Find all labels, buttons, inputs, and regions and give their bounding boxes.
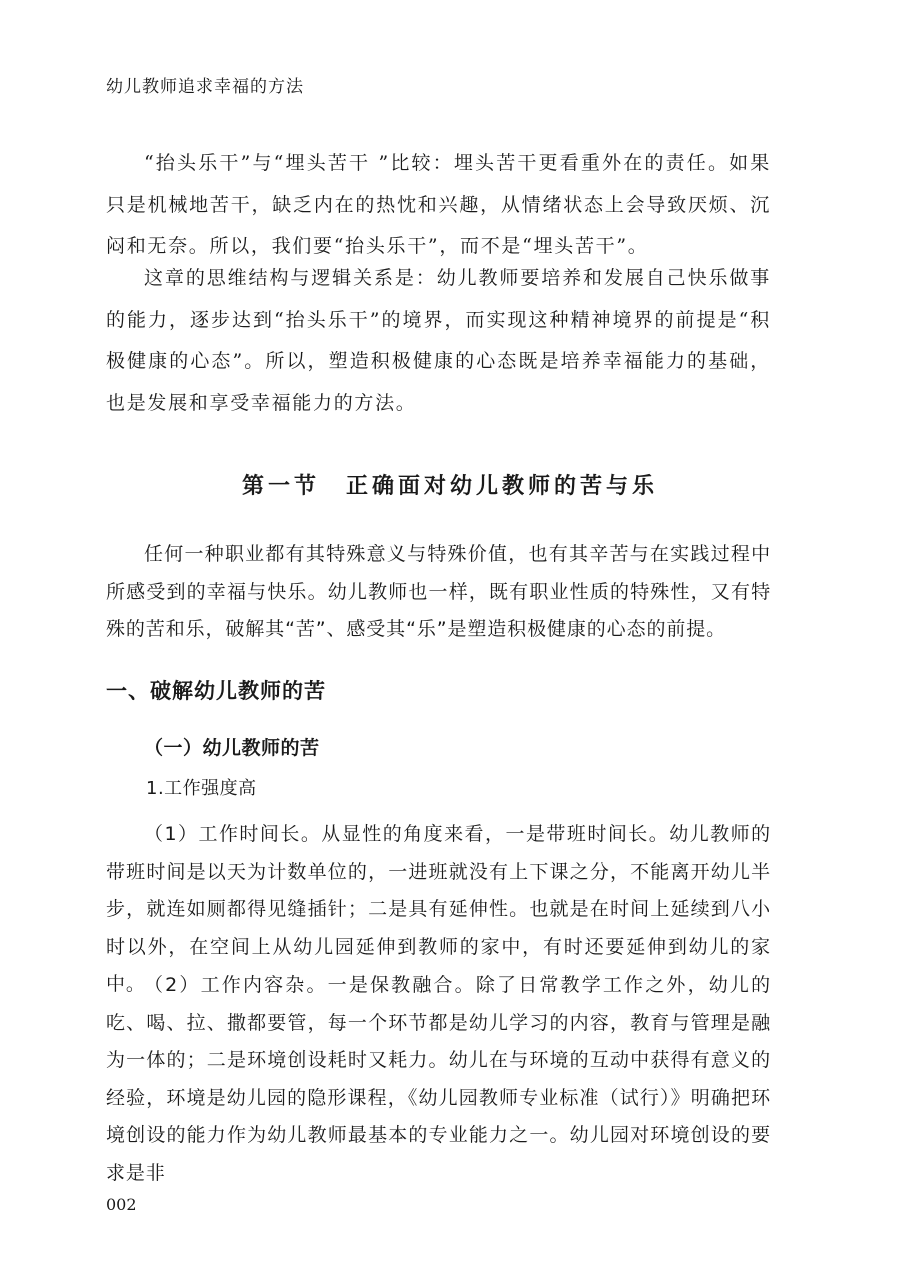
heading-level-1: 一、破解幼儿教师的苦 <box>106 679 326 703</box>
intro-paragraph: 这章的思维结构与逻辑关系是：幼儿教师要培养和发展自己快乐做事的能力，逐步达到“抬头乐干”的境界，而实现这种精神境界的前提是“积极健康的心态”。所以，塑造积极健康的心态既是培养幸福能力的基础，也是发展和享受幸福能力的方法。 <box>106 267 771 414</box>
page-number: 002 <box>106 1195 137 1214</box>
heading-level-2: （一）幼儿教师的苦 <box>144 737 320 759</box>
section-number: 第一节 <box>241 473 320 499</box>
section-title-text: 正确面对幼儿教师的苦与乐 <box>346 473 659 499</box>
body-paragraph: （2）工作内容杂。一是保教融合。除了日常教学工作之外，幼儿的吃、喝、拉、撒都要管，每一个环节都是幼儿学习的内容，教育与管理是融为一体的；二是环境创设耗时又耗力。幼儿在与环境的互动中获得有意义的经验，环境是幼儿园的隐形课程，《幼儿园教师专业标准（试行）》明确把环境创设的能力作为幼儿教师最基本的专业能力之一。幼儿园对环境创设的要求是非 <box>106 974 771 1184</box>
intro-paragraph: “抬头乐干”与“埋头苦干 ”比较：埋头苦干更看重外在的责任。如果只是机械地苦干，缺乏内在的热忱和兴趣，从情绪状态上会导致厌烦、沉闷和无奈。所以，我们要“抬头乐干”，而不是“埋头苦干”。 <box>106 152 771 257</box>
heading-level-3: 1.工作强度高 <box>146 778 257 799</box>
body-paragraph: （1）工作时间长。从显性的角度来看，一是带班时间长。幼儿教师的带班时间是以天为计数单位的，一进班就没有上下课之分，不能离开幼儿半步，就连如厕都得见缝插针；二是具有延伸性。也就是在时间上延续到八小时以外，在空间上从幼儿园延伸到教师的家中，有时还要延伸到幼儿的家中。 <box>106 823 771 995</box>
running-header: 幼儿教师追求幸福的方法 <box>106 77 304 97</box>
section-title <box>0 471 900 501</box>
section-intro-paragraph: 任何一种职业都有其特殊意义与特殊价值，也有其辛苦与在实践过程中所感受到的幸福与快乐。幼儿教师也一样，既有职业性质的特殊性，又有特殊的苦和乐，破解其“苦”、感受其“乐”是塑造积极健康的心态的前提。 <box>106 543 771 640</box>
